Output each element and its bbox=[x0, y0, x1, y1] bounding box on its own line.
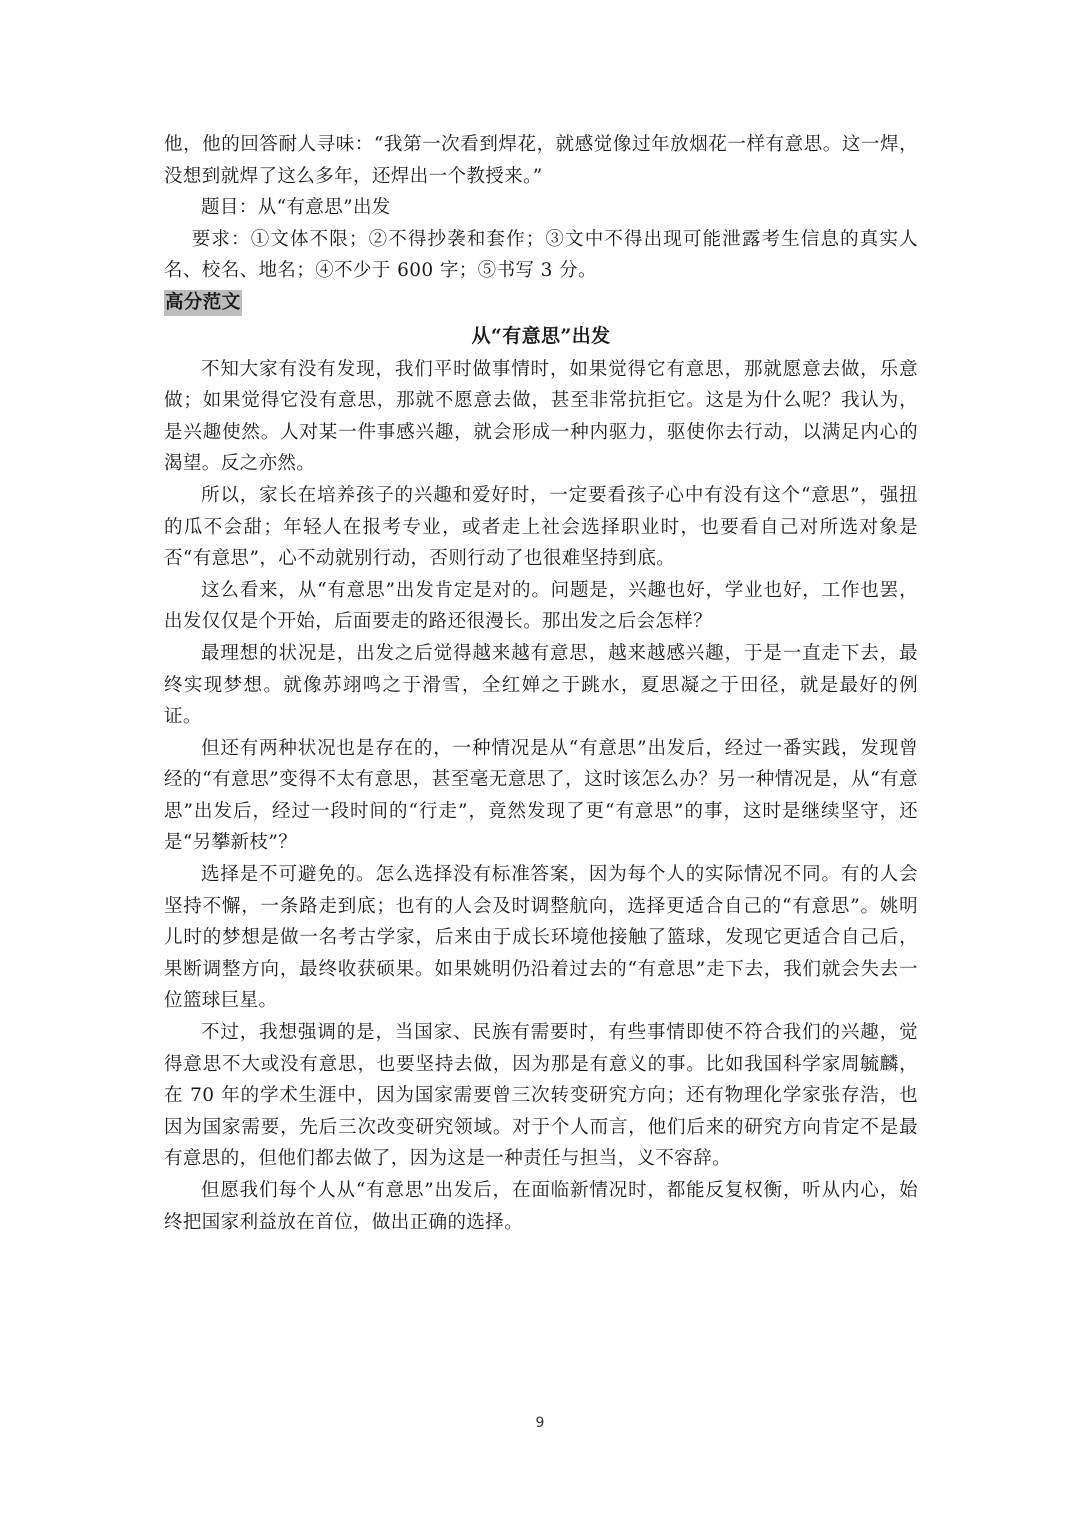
essay-paragraph: 最理想的状况是，出发之后觉得越来越有意思，越来越感兴趣，于是一直走下去，最终实现梦想。就像苏翊鸣之于滑雪，全红婵之于跳水，夏思凝之于田径，就是最好的例证。 bbox=[164, 642, 918, 728]
essay-paragraph: 但愿我们每个人从“有意思”出发后，在面临新情况时，都能反复权衡，听从内心，始终把国家利益放在首位，做出正确的选择。 bbox=[164, 1180, 918, 1233]
intro-continuation-paragraph: 他，他的回答耐人寻味：“我第一次看到焊花，就感觉像过年放烟花一样有意思。这一焊，没想到就焊了这么多年，还焊出一个教授来。” bbox=[164, 134, 918, 187]
essay-paragraph: 不知大家有没有发现，我们平时做事情时，如果觉得它有意思，那就愿意去做，乐意做；如果觉得它没有意思，那就不愿意去做，甚至非常抗拒它。这是为什么呢？我认为，是兴趣使然。人对某一件事感兴趣，就会形成一种内驱力，驱使你去行动，以满足内心的渴望。反之亦然。 bbox=[164, 358, 918, 475]
essay-paragraph: 不过，我想强调的是，当国家、民族有需要时，有些事情即使不符合我们的兴趣，觉得意思不大或没有意思，也要坚持去做，因为那是有意义的事。比如我国科学家周毓麟，在 70 年的学术生涯中，因为国家需要曾三次转变研究方向；还有物理化学家张存浩，也因为国家需要，先后三次改变研究领域。对于个人而言，他们后来的研究方向肯定不是最有意思的，但他们都去做了，因为这是一种责任与担当，义不容辞。 bbox=[164, 1022, 918, 1170]
essay-paragraph: 但还有两种状况也是存在的，一种情况是从“有意思”出发后，经过一番实践，发现曾经的“有意思”变得不太有意思，甚至毫无意思了，这时该怎么办？另一种情况是，从“有意思”出发后，经过一段时间的“行走”，竟然发现了更“有意思”的事，这时是继续坚守，还是“另攀新枝”？ bbox=[164, 737, 918, 854]
page-number: 9 bbox=[535, 1415, 545, 1431]
essay-title: 从“有意思”出发 bbox=[471, 324, 611, 347]
page-content bbox=[164, 129, 918, 1238]
essay-paragraph: 这么看来，从“有意思”出发肯定是对的。问题是，兴趣也好，学业也好，工作也罢，出发仅仅是个开始，后面要走的路还很漫长。那出发之后会怎样？ bbox=[164, 579, 918, 633]
essay-paragraph: 所以，家长在培养孩子的兴趣和爱好时，一定要看孩子心中有没有这个“意思”，强扭的瓜不会甜；年轻人在报考专业，或者走上社会选择职业时，也要看自己对所选对象是否“有意思”，心不动就别行动，否则行动了也很难坚持到底。 bbox=[164, 484, 918, 570]
section-label-row bbox=[164, 287, 918, 319]
essay-paragraph: 选择是不可避免的。怎么选择没有标准答案，因为每个人的实际情况不同。有的人会坚持不懈，一条路走到底；也有的人会及时调整航向，选择更适合自己的“有意思”。姚明儿时的梦想是做一名考古学家，后来由于成长环境他接触了篮球，发现它更适合自己后，果断调整方向，最终收获硕果。如果姚明仍沿着过去的“有意思”走下去，我们就会失去一位篮球巨星。 bbox=[164, 864, 918, 1012]
essay-requirements: 要求：①文体不限；②不得抄袭和套作；③文中不得出现可能泄露考生信息的真实人名、校名、地名；④不少于 600 字；⑤书写 3 分。 bbox=[164, 228, 918, 282]
essay-topic: 题目：从“有意思”出发 bbox=[201, 197, 391, 219]
section-label: 高分范文 bbox=[164, 290, 242, 316]
